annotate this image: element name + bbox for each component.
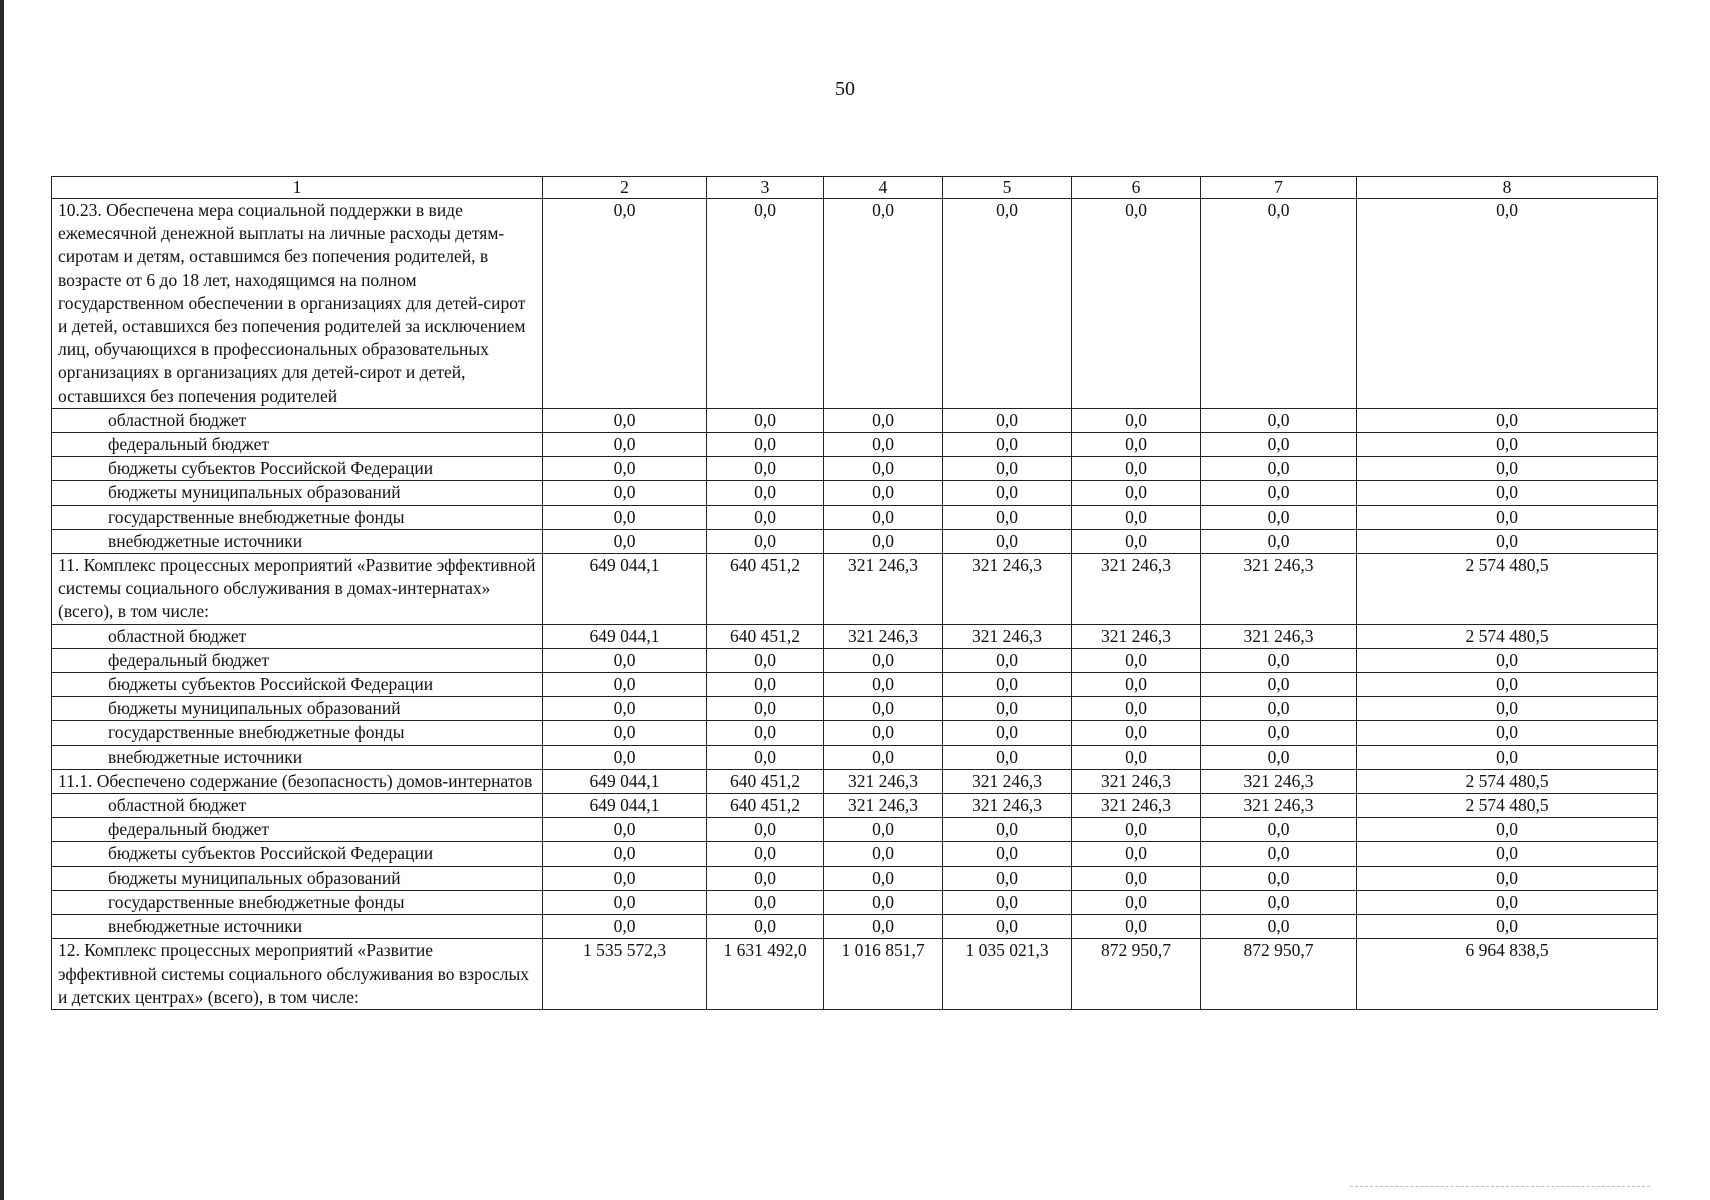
measure-row xyxy=(52,554,1658,625)
value-cell: 0,0 xyxy=(943,915,1072,939)
measure-label: 11. Комплекс процессных мероприятий «Развитие эффективной системы социального обслуживания в домах-интернатах» (всего), в том числе: xyxy=(52,554,543,625)
value-cell: 0,0 xyxy=(1357,481,1658,505)
value-cell: 0,0 xyxy=(1072,745,1201,769)
funding-source-label: федеральный бюджет xyxy=(52,818,543,842)
funding-source-row xyxy=(52,457,1658,481)
value-cell: 0,0 xyxy=(824,745,943,769)
value-cell: 649 044,1 xyxy=(543,769,707,793)
value-cell: 0,0 xyxy=(1357,866,1658,890)
scan-artifact-line xyxy=(1350,1186,1650,1188)
value-cell: 321 246,3 xyxy=(943,554,1072,625)
value-cell: 0,0 xyxy=(824,529,943,553)
value-cell: 0,0 xyxy=(824,915,943,939)
value-cell: 0,0 xyxy=(1072,433,1201,457)
value-cell: 0,0 xyxy=(824,818,943,842)
value-cell: 0,0 xyxy=(543,721,707,745)
funding-source-label: федеральный бюджет xyxy=(52,433,543,457)
value-cell: 0,0 xyxy=(543,697,707,721)
column-header: 2 xyxy=(543,177,707,199)
value-cell: 0,0 xyxy=(824,408,943,432)
value-cell: 0,0 xyxy=(943,457,1072,481)
value-cell: 872 950,7 xyxy=(1201,939,1357,1010)
value-cell: 0,0 xyxy=(707,890,824,914)
value-cell: 649 044,1 xyxy=(543,794,707,818)
value-cell: 0,0 xyxy=(1357,842,1658,866)
value-cell: 0,0 xyxy=(1357,673,1658,697)
funding-source-label: внебюджетные источники xyxy=(52,915,543,939)
value-cell: 649 044,1 xyxy=(543,554,707,625)
value-cell: 6 964 838,5 xyxy=(1357,939,1658,1010)
value-cell: 321 246,3 xyxy=(1201,794,1357,818)
value-cell: 0,0 xyxy=(707,745,824,769)
value-cell: 0,0 xyxy=(824,842,943,866)
value-cell: 0,0 xyxy=(543,745,707,769)
value-cell: 0,0 xyxy=(824,505,943,529)
measure-label: 11.1. Обеспечено содержание (безопасность) домов-интернатов xyxy=(52,769,543,793)
value-cell: 0,0 xyxy=(1201,818,1357,842)
funding-source-label: государственные внебюджетные фонды xyxy=(52,721,543,745)
value-cell: 0,0 xyxy=(707,433,824,457)
value-cell: 0,0 xyxy=(1201,842,1357,866)
value-cell: 0,0 xyxy=(943,842,1072,866)
value-cell: 0,0 xyxy=(943,648,1072,672)
value-cell: 0,0 xyxy=(943,529,1072,553)
value-cell: 0,0 xyxy=(1357,457,1658,481)
value-cell: 640 451,2 xyxy=(707,794,824,818)
value-cell: 0,0 xyxy=(707,866,824,890)
value-cell: 0,0 xyxy=(1201,745,1357,769)
value-cell: 0,0 xyxy=(707,481,824,505)
value-cell: 0,0 xyxy=(943,433,1072,457)
value-cell: 0,0 xyxy=(824,890,943,914)
value-cell: 0,0 xyxy=(543,818,707,842)
value-cell: 0,0 xyxy=(1201,697,1357,721)
value-cell: 1 535 572,3 xyxy=(543,939,707,1010)
table-body xyxy=(52,199,1658,1010)
value-cell: 321 246,3 xyxy=(1072,769,1201,793)
value-cell: 0,0 xyxy=(1357,199,1658,409)
value-cell: 321 246,3 xyxy=(824,554,943,625)
value-cell: 0,0 xyxy=(943,505,1072,529)
funding-source-row xyxy=(52,529,1658,553)
value-cell: 0,0 xyxy=(1201,915,1357,939)
value-cell: 0,0 xyxy=(543,673,707,697)
funding-source-label: областной бюджет xyxy=(52,624,543,648)
funding-source-row xyxy=(52,890,1658,914)
value-cell: 0,0 xyxy=(543,481,707,505)
value-cell: 0,0 xyxy=(1072,505,1201,529)
value-cell: 0,0 xyxy=(1201,529,1357,553)
value-cell: 0,0 xyxy=(707,529,824,553)
value-cell: 0,0 xyxy=(543,408,707,432)
funding-source-row xyxy=(52,408,1658,432)
value-cell: 0,0 xyxy=(943,745,1072,769)
value-cell: 0,0 xyxy=(824,721,943,745)
funding-source-row xyxy=(52,673,1658,697)
funding-source-label: государственные внебюджетные фонды xyxy=(52,505,543,529)
value-cell: 0,0 xyxy=(1357,890,1658,914)
value-cell: 0,0 xyxy=(543,842,707,866)
value-cell: 0,0 xyxy=(1357,433,1658,457)
budget-table xyxy=(51,176,1658,1010)
value-cell: 0,0 xyxy=(1201,866,1357,890)
column-header: 5 xyxy=(943,177,1072,199)
funding-source-label: бюджеты субъектов Российской Федерации xyxy=(52,457,543,481)
funding-source-label: бюджеты субъектов Российской Федерации xyxy=(52,842,543,866)
value-cell: 0,0 xyxy=(1357,648,1658,672)
column-header: 4 xyxy=(824,177,943,199)
value-cell: 0,0 xyxy=(707,457,824,481)
funding-source-row xyxy=(52,842,1658,866)
column-header: 7 xyxy=(1201,177,1357,199)
funding-source-row xyxy=(52,433,1658,457)
value-cell: 0,0 xyxy=(1201,199,1357,409)
value-cell: 2 574 480,5 xyxy=(1357,794,1658,818)
value-cell: 321 246,3 xyxy=(943,624,1072,648)
value-cell: 321 246,3 xyxy=(1072,624,1201,648)
value-cell: 0,0 xyxy=(1072,408,1201,432)
value-cell: 0,0 xyxy=(1357,529,1658,553)
value-cell: 321 246,3 xyxy=(824,794,943,818)
value-cell: 0,0 xyxy=(824,433,943,457)
value-cell: 0,0 xyxy=(543,457,707,481)
value-cell: 0,0 xyxy=(1072,481,1201,505)
value-cell: 872 950,7 xyxy=(1072,939,1201,1010)
value-cell: 649 044,1 xyxy=(543,624,707,648)
value-cell: 0,0 xyxy=(1357,915,1658,939)
value-cell: 1 631 492,0 xyxy=(707,939,824,1010)
funding-source-row xyxy=(52,481,1658,505)
value-cell: 321 246,3 xyxy=(1201,554,1357,625)
value-cell: 0,0 xyxy=(707,408,824,432)
value-cell: 321 246,3 xyxy=(1072,554,1201,625)
value-cell: 0,0 xyxy=(824,481,943,505)
value-cell: 321 246,3 xyxy=(1201,624,1357,648)
value-cell: 0,0 xyxy=(1201,481,1357,505)
value-cell: 0,0 xyxy=(707,818,824,842)
value-cell: 321 246,3 xyxy=(943,769,1072,793)
value-cell: 0,0 xyxy=(1201,721,1357,745)
value-cell: 0,0 xyxy=(1201,673,1357,697)
measure-row xyxy=(52,939,1658,1010)
value-cell: 0,0 xyxy=(1072,915,1201,939)
value-cell: 321 246,3 xyxy=(824,624,943,648)
funding-source-row xyxy=(52,745,1658,769)
value-cell: 0,0 xyxy=(824,673,943,697)
value-cell: 0,0 xyxy=(1357,505,1658,529)
funding-source-row xyxy=(52,794,1658,818)
value-cell: 0,0 xyxy=(943,866,1072,890)
funding-source-label: государственные внебюджетные фонды xyxy=(52,890,543,914)
value-cell: 2 574 480,5 xyxy=(1357,769,1658,793)
value-cell: 0,0 xyxy=(543,529,707,553)
value-cell: 0,0 xyxy=(1201,408,1357,432)
funding-source-row xyxy=(52,915,1658,939)
value-cell: 0,0 xyxy=(824,648,943,672)
funding-source-row xyxy=(52,866,1658,890)
value-cell: 0,0 xyxy=(707,697,824,721)
value-cell: 0,0 xyxy=(1072,842,1201,866)
column-header: 3 xyxy=(707,177,824,199)
value-cell: 0,0 xyxy=(824,457,943,481)
value-cell: 321 246,3 xyxy=(824,769,943,793)
value-cell: 0,0 xyxy=(943,697,1072,721)
value-cell: 0,0 xyxy=(1072,199,1201,409)
value-cell: 0,0 xyxy=(1072,673,1201,697)
value-cell: 0,0 xyxy=(707,915,824,939)
value-cell: 0,0 xyxy=(543,505,707,529)
value-cell: 0,0 xyxy=(1072,648,1201,672)
value-cell: 0,0 xyxy=(1201,457,1357,481)
value-cell: 321 246,3 xyxy=(1072,794,1201,818)
value-cell: 0,0 xyxy=(1072,457,1201,481)
value-cell: 0,0 xyxy=(824,866,943,890)
value-cell: 0,0 xyxy=(1201,433,1357,457)
scan-edge xyxy=(0,0,4,1200)
funding-source-label: областной бюджет xyxy=(52,794,543,818)
measure-row xyxy=(52,199,1658,409)
page-number: 50 xyxy=(835,78,855,100)
funding-source-row xyxy=(52,624,1658,648)
funding-source-label: бюджеты муниципальных образований xyxy=(52,481,543,505)
value-cell: 0,0 xyxy=(543,866,707,890)
value-cell: 0,0 xyxy=(943,408,1072,432)
value-cell: 0,0 xyxy=(943,721,1072,745)
column-header: 8 xyxy=(1357,177,1658,199)
value-cell: 0,0 xyxy=(1201,505,1357,529)
value-cell: 2 574 480,5 xyxy=(1357,624,1658,648)
value-cell: 0,0 xyxy=(1072,890,1201,914)
value-cell: 0,0 xyxy=(1201,890,1357,914)
value-cell: 0,0 xyxy=(1357,745,1658,769)
funding-source-label: бюджеты муниципальных образований xyxy=(52,697,543,721)
funding-source-label: внебюджетные источники xyxy=(52,529,543,553)
value-cell: 640 451,2 xyxy=(707,769,824,793)
value-cell: 321 246,3 xyxy=(943,794,1072,818)
funding-source-label: областной бюджет xyxy=(52,408,543,432)
value-cell: 1 016 851,7 xyxy=(824,939,943,1010)
value-cell: 0,0 xyxy=(1357,697,1658,721)
value-cell: 0,0 xyxy=(943,199,1072,409)
value-cell: 0,0 xyxy=(707,648,824,672)
funding-source-label: внебюджетные источники xyxy=(52,745,543,769)
funding-source-row xyxy=(52,697,1658,721)
value-cell: 0,0 xyxy=(707,842,824,866)
value-cell: 0,0 xyxy=(707,721,824,745)
value-cell: 0,0 xyxy=(1357,408,1658,432)
value-cell: 0,0 xyxy=(824,199,943,409)
value-cell: 0,0 xyxy=(1072,721,1201,745)
value-cell: 0,0 xyxy=(707,505,824,529)
value-cell: 0,0 xyxy=(1072,697,1201,721)
funding-source-row xyxy=(52,648,1658,672)
value-cell: 0,0 xyxy=(943,818,1072,842)
value-cell: 0,0 xyxy=(543,648,707,672)
value-cell: 0,0 xyxy=(1072,866,1201,890)
value-cell: 0,0 xyxy=(943,673,1072,697)
funding-source-label: бюджеты субъектов Российской Федерации xyxy=(52,673,543,697)
value-cell: 0,0 xyxy=(1072,529,1201,553)
value-cell: 0,0 xyxy=(1072,818,1201,842)
column-header: 1 xyxy=(52,177,543,199)
value-cell: 0,0 xyxy=(1357,818,1658,842)
funding-source-row xyxy=(52,505,1658,529)
measure-row xyxy=(52,769,1658,793)
funding-source-row xyxy=(52,818,1658,842)
funding-source-label: федеральный бюджет xyxy=(52,648,543,672)
value-cell: 0,0 xyxy=(543,915,707,939)
value-cell: 1 035 021,3 xyxy=(943,939,1072,1010)
value-cell: 0,0 xyxy=(707,199,824,409)
measure-label: 12. Комплекс процессных мероприятий «Развитие эффективной системы социального обслуживания во взрослых и детских центрах» (всего), в том числе: xyxy=(52,939,543,1010)
value-cell: 640 451,2 xyxy=(707,554,824,625)
column-number-row xyxy=(52,177,1658,199)
value-cell: 0,0 xyxy=(824,697,943,721)
value-cell: 0,0 xyxy=(543,890,707,914)
value-cell: 0,0 xyxy=(707,673,824,697)
funding-source-row xyxy=(52,721,1658,745)
value-cell: 0,0 xyxy=(943,481,1072,505)
value-cell: 0,0 xyxy=(1201,648,1357,672)
column-header: 6 xyxy=(1072,177,1201,199)
measure-label: 10.23. Обеспечена мера социальной поддержки в виде ежемесячной денежной выплаты на личные расходы детям-сиротам и детям, оставшимся без попечения родителей, в возрасте от 6 до 18 лет, находящимся на полном государственном обеспечении в организациях для детей-сирот и детей, оставшихся без попечения родителей за исключением лиц, обучающихся в профессиональных образовательных организациях в организациях для детей-сирот и детей, оставшихся без попечения родителей xyxy=(52,199,543,409)
value-cell: 640 451,2 xyxy=(707,624,824,648)
value-cell: 0,0 xyxy=(943,890,1072,914)
value-cell: 0,0 xyxy=(1357,721,1658,745)
value-cell: 0,0 xyxy=(543,199,707,409)
value-cell: 2 574 480,5 xyxy=(1357,554,1658,625)
value-cell: 0,0 xyxy=(543,433,707,457)
value-cell: 321 246,3 xyxy=(1201,769,1357,793)
funding-source-label: бюджеты муниципальных образований xyxy=(52,866,543,890)
